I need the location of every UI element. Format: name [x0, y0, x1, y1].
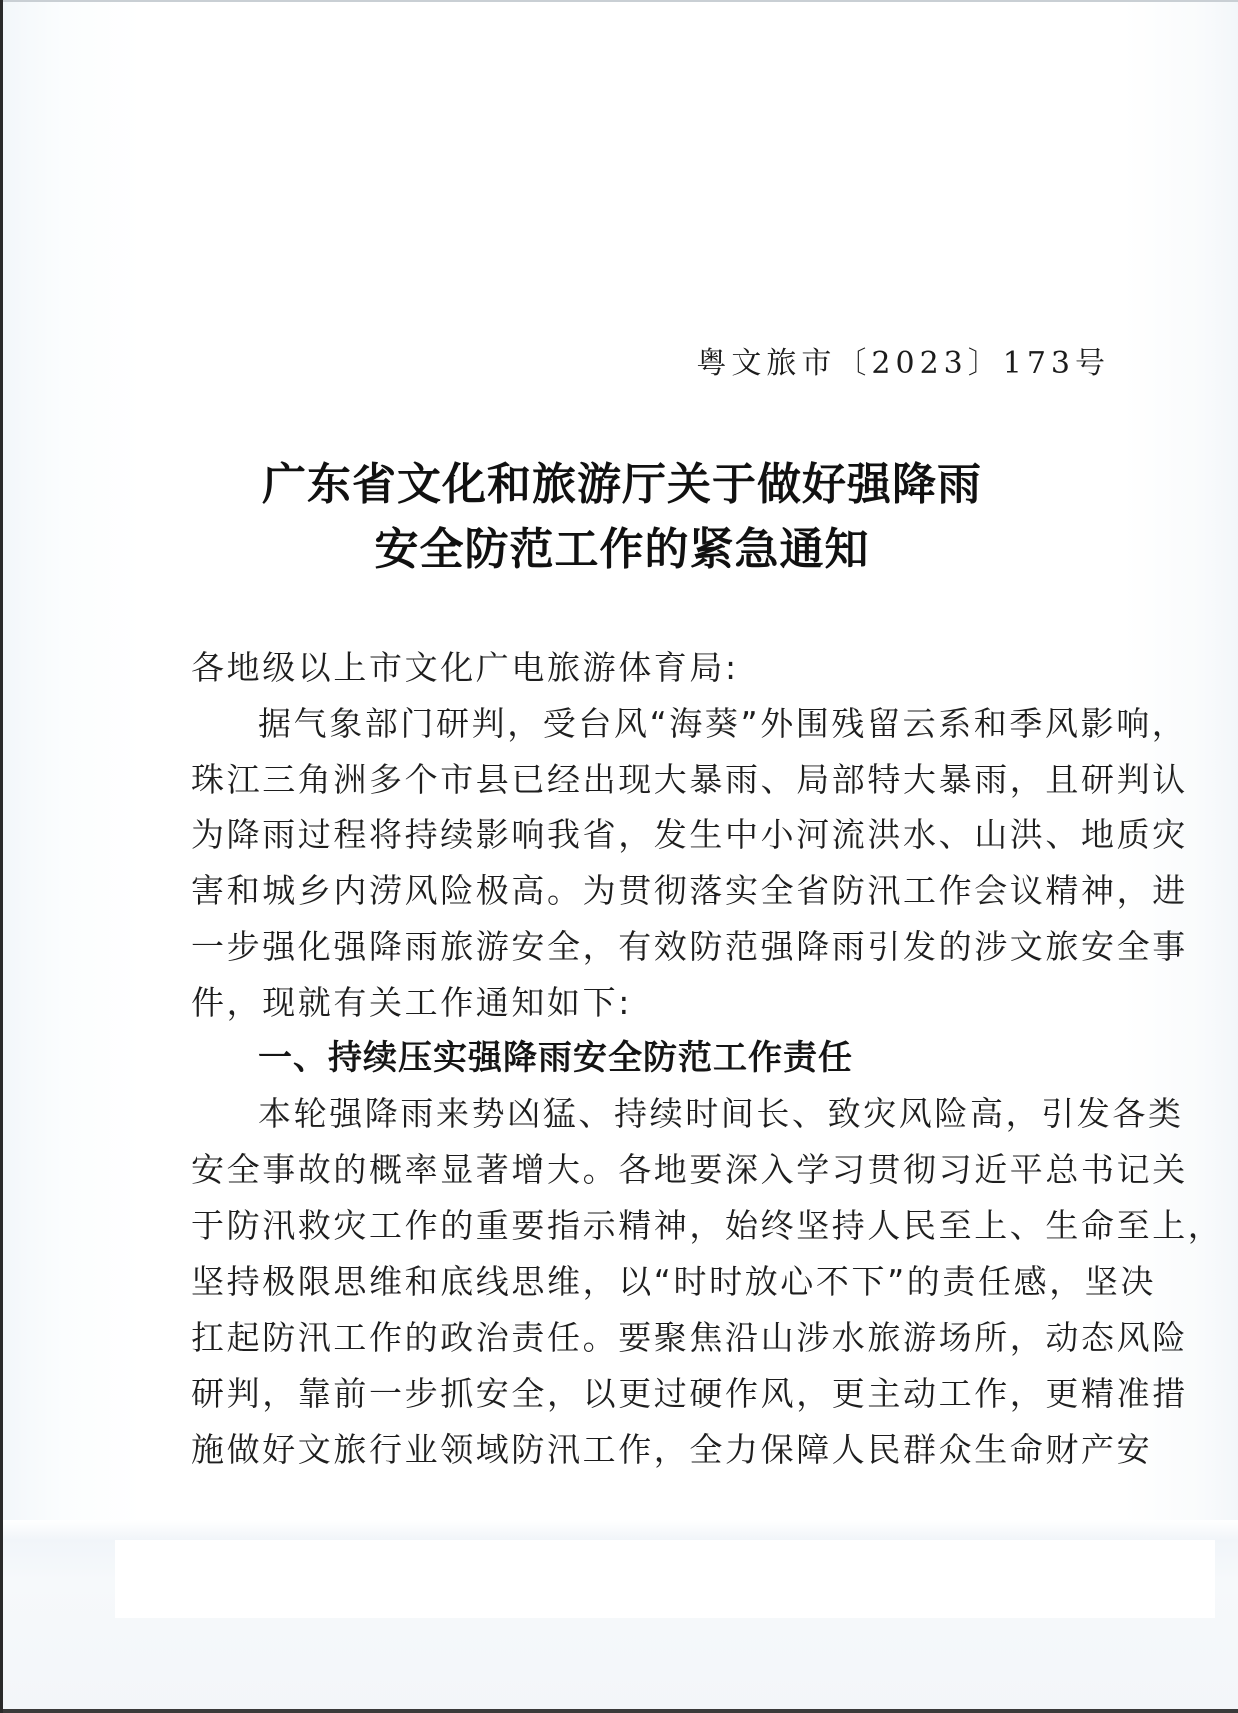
- document-number: 粤文旅市〔2023〕173号: [696, 346, 1110, 381]
- paragraph-1-line: 一步强化强降雨旅游安全，有效防范强降雨引发的涉文旅安全事: [191, 927, 1188, 966]
- paragraph-2-line: 研判，靠前一步抓安全，以更过硬作风，更主动工作，更精准措: [191, 1374, 1188, 1413]
- paragraph-2-line: 安全事故的概率显著增大。各地要深入学习贯彻习近平总书记关: [191, 1150, 1188, 1189]
- paragraph-1-line: 据气象部门研判，受台风“海葵”外围残留云系和季风影响，: [258, 704, 1188, 743]
- paragraph-1-line: 件，现就有关工作通知如下:: [191, 983, 632, 1022]
- paragraph-2-line: 施做好文旅行业领域防汛工作，全力保障人民群众生命财产安: [191, 1430, 1153, 1469]
- page-bottom-edge: [3, 1709, 1238, 1713]
- section-1-heading: 一、持续压实强降雨安全防范工作责任: [258, 1038, 853, 1078]
- blank-redacted-area: [115, 1540, 1215, 1618]
- paragraph-1-line: 害和城乡内涝风险极高。为贯彻落实全省防汛工作会议精神，进: [191, 871, 1188, 910]
- document-title-line-1: 广东省文化和旅游厅关于做好强降雨: [262, 459, 982, 510]
- paragraph-1-line: 珠江三角洲多个市县已经出现大暴雨、局部特大暴雨，且研判认: [191, 760, 1188, 799]
- paragraph-1-line: 为降雨过程将持续影响我省，发生中小河流洪水、山洪、地质灾: [191, 815, 1188, 854]
- page-top-edge: [3, 0, 1238, 2]
- paragraph-2-line: 扛起防汛工作的政治责任。要聚焦沿山涉水旅游场所，动态风险: [191, 1318, 1188, 1357]
- paragraph-2-line: 坚持极限思维和底线思维，以“时时放心不下”的责任感，坚决: [191, 1262, 1156, 1301]
- paragraph-2-line: 本轮强降雨来势凶猛、持续时间长、致灾风险高，引发各类: [258, 1094, 1184, 1133]
- paragraph-2-line: 于防汛救灾工作的重要指示精神，始终坚持人民至上、生命至上，: [191, 1206, 1224, 1245]
- salutation: 各地级以上市文化广电旅游体育局:: [191, 648, 739, 687]
- document-title-line-2: 安全防范工作的紧急通知: [374, 524, 870, 575]
